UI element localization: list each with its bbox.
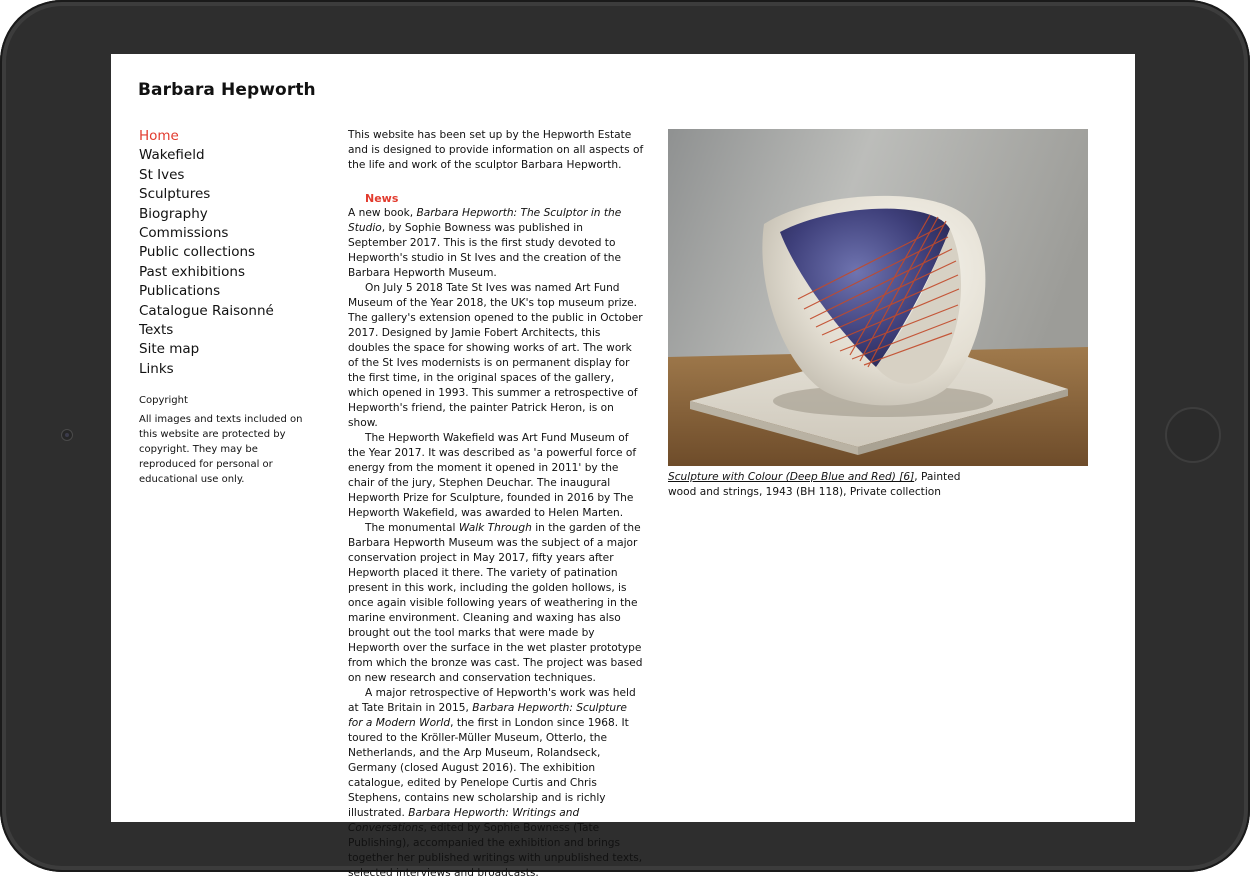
- nav-item-wakefield[interactable]: Wakefield: [139, 147, 205, 164]
- news-paragraph-5: [348, 686, 644, 881]
- copyright-text: All images and texts included on this website are protected by copyright. They may be reproduced for personal or educational use only.: [139, 414, 303, 485]
- news-paragraph-3: The Hepworth Wakefield was Art Fund Museum of the Year 2017. It was described as 'a powerful force of energy from the moment it opened in 2011' by the chair of the jury, Stephen Deuchar. The inaugural Hepworth Prize for Sculpture, founded in 2016 by The Hepworth Wakefield, was awarded to Helen Marten.: [348, 432, 637, 519]
- sculpture-photo[interactable]: [668, 129, 1088, 466]
- news-paragraph-4: [348, 521, 644, 686]
- intro-paragraph: This website has been set up by the Hepworth Estate and is designed to provide information on all aspects of the life and work of the sculptor Barbara Hepworth.: [348, 129, 644, 171]
- nav-item-publications[interactable]: Publications: [139, 283, 221, 300]
- copyright-notice: [139, 393, 317, 487]
- news-paragraph-1: [348, 206, 644, 281]
- text-run: , edited by Sophie Bowness (Tate Publishing), accompanied the exhibition and brings together her published writings with unpublished texts, selected interviews and broadcasts.: [348, 822, 643, 879]
- news-heading: News: [365, 192, 399, 205]
- camera-icon: [61, 429, 73, 441]
- text-run: The monumental: [365, 522, 459, 534]
- browser-screen: [111, 54, 1135, 879]
- nav-item-commissions[interactable]: Commissions: [139, 225, 229, 242]
- text-run: , the first in London since 1968. It toured to the Kröller-Müller Museum, Otterlo, the Netherlands, and the Arp Museum, Rolandseck, Germany (closed August 2016). The exhibition catalogue, edited by Penelope Curtis and Chris Stephens, contains new scholarship and is richly illustrated.: [348, 717, 629, 819]
- nav-item-public-collections[interactable]: Public collections: [139, 244, 256, 261]
- caption-link[interactable]: Sculpture with Colour (Deep Blue and Red) [6]: [668, 471, 915, 483]
- book-title: Barbara Hepworth: The Sculptor in the Studio: [348, 207, 622, 234]
- text-run: , by Sophie Bowness was published in September 2017. This is the first study devoted to Hepworth's studio in St Ives and the creation of the Barbara Hepworth Museum.: [348, 222, 621, 279]
- nav-item-sculptures[interactable]: Sculptures: [139, 186, 211, 203]
- text-run: in the garden of the Barbara Hepworth Museum was the subject of a major conservation project in May 2017, fifty years after Hepworth placed it there. The variety of patination present in this work, including the golden hollows, is once again visible following years of weathering in the marine environment. Cleaning and waxing has also brought out the tool marks that were made by Hepworth over the surface in the wet plaster prototype from which the bronze was cast. The project was based on new research and conservation techniques.: [348, 522, 643, 684]
- work-title: Walk Through: [458, 522, 532, 534]
- exhibition-title: Barbara Hepworth: Sculpture for a Modern World: [348, 702, 627, 729]
- nav-item-st-ives[interactable]: St Ives: [139, 166, 185, 183]
- book-title: Barbara Hepworth: Writings and Conversations: [348, 807, 580, 834]
- nav-item-past-exhibitions[interactable]: Past exhibitions: [139, 263, 246, 280]
- news-paragraph-2: On July 5 2018 Tate St Ives was named Art Fund Museum of the Year 2018, the UK's top museum prize. The gallery's extension opened to the public in October 2017. Designed by Jamie Fobert Architects, this doubles the space for showing works of art. The work of the St Ives modernists is on permanent display for the first time, in the original spaces of the gallery, which opened in 1993. This summer a retrospective of Hepworth's friend, the painter Patrick Heron, is on show.: [348, 282, 643, 429]
- main-content: [348, 128, 644, 881]
- nav-item-texts[interactable]: Texts: [139, 322, 174, 339]
- copyright-heading: Copyright: [139, 395, 188, 406]
- nav-item-biography[interactable]: Biography: [139, 205, 208, 222]
- sculpture-illustration: [668, 129, 1088, 466]
- photo-caption: [668, 470, 968, 500]
- main-nav: [139, 127, 274, 379]
- nav-item-home[interactable]: Home: [139, 128, 179, 144]
- caption-text: , Painted wood and strings, 1943 (BH 118), Private collection: [668, 471, 961, 498]
- site-title[interactable]: Barbara Hepworth: [138, 80, 316, 100]
- nav-item-site-map[interactable]: Site map: [139, 341, 200, 358]
- home-button[interactable]: [1165, 407, 1221, 463]
- nav-item-links[interactable]: Links: [139, 360, 174, 377]
- nav-item-catalogue-raisonne[interactable]: Catalogue Raisonné: [139, 302, 274, 319]
- text-run: A new book,: [348, 207, 417, 219]
- text-run: A major retrospective of Hepworth's work was held at Tate Britain in 2015,: [348, 687, 636, 714]
